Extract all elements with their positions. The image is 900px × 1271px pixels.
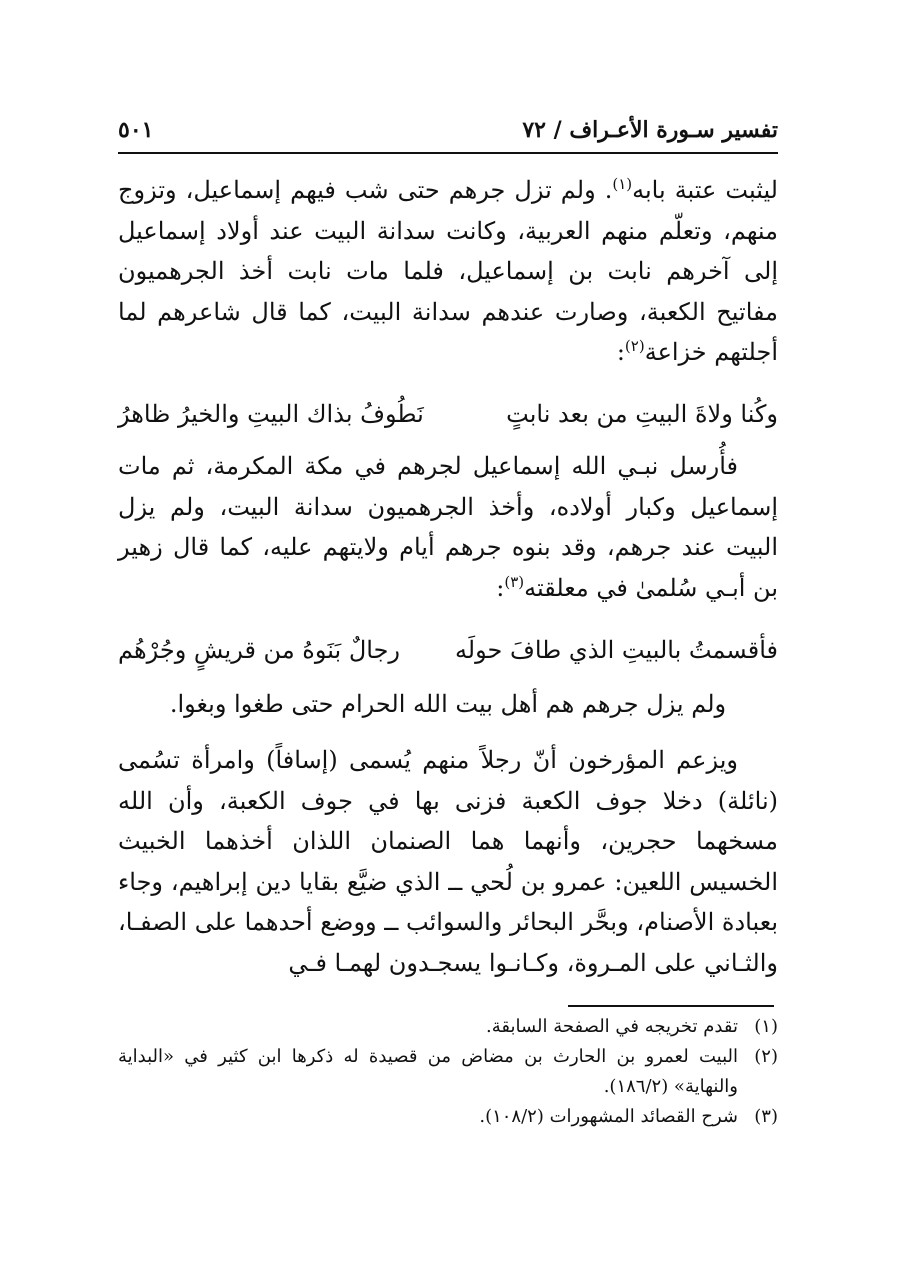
paragraph-text: ولم يزل جرهم هم أهل بيت الله الحرام حتى طغوا وبغوا. (169, 690, 727, 718)
poetry-verse-1 (118, 394, 778, 434)
paragraph-1 (118, 170, 778, 373)
verse-second-hemistich: رجالٌ بَنَوهُ من قريشٍ وجُرْهُم (118, 636, 400, 664)
verse-first-hemistich: فأقسمتُ بالبيتِ الذي طافَ حولَه (454, 636, 778, 664)
footnote-text: البيت لعمرو بن الحارث بن مضاض من قصيدة له ذكرها ابن كثير في «البداية والنهاية» (١٨٦/٢). (118, 1046, 738, 1097)
footnote-text: شرح القصائد المشهورات (١٠٨/٢). (479, 1106, 738, 1127)
header-rule (118, 152, 778, 154)
footnote-text: تقدم تخريجه في الصفحة السابقة. (485, 1016, 738, 1037)
paragraph-text: ليثبت عتبة بابه (632, 176, 778, 204)
paragraph-3 (118, 684, 778, 725)
paragraph-4 (118, 740, 778, 983)
page-number: ٥٠١ (118, 117, 154, 143)
verse-first-hemistich: وكُنا ولاةَ البيتِ من بعد نابتٍ (506, 400, 778, 428)
paragraph-text: : (616, 338, 625, 366)
footnote-number: (٢) (754, 1046, 778, 1067)
running-header (118, 112, 778, 148)
footnote-number: (٣) (754, 1106, 778, 1127)
paragraph-text: . ولم تزل جرهم حتى شب فيهم إسماعيل، وتزوج منهم، وتعلّم منهم العربية، وكانت سدانة البيت عند أولاد إسماعيل إلى آخرهم نابت بن إسماعيل، فلما مات نابت أخذ الجرهميون مفاتيح الكعبة، وصارت عندهم سدانة البيت، كما قال شاعرهم لما أجلتهم خزاعة (118, 176, 778, 366)
footnote-reference[interactable]: (٢) (624, 337, 645, 355)
paragraph-2 (118, 446, 778, 608)
footnote-number: (١) (754, 1016, 778, 1037)
page-header-title: تفسير سـورة الأعـراف / ٧٢ (522, 117, 778, 143)
footnote-item (118, 1012, 778, 1042)
verse-second-hemistich: نَطُوفُ بذاك البيتِ والخيرُ ظاهرُ (118, 400, 424, 428)
footnote-item (118, 1042, 778, 1102)
paragraph-text: ويزعم المؤرخون أنّ رجلاً منهم يُسمى (إسافاً) وامرأة تسُمى (نائلة) دخلا جوف الكعبة فزنى بها في جوف الكعبة، وأن الله مسخهما حجرين، وأنهما هما الصنمان اللذان أخذهما الخبيث الخسيس اللعين: عمرو بن لُحي ــ الذي ضيَّع بقايا دين إبراهيم، وجاء بعبادة الأصنام، وبحَّر البحائر والسوائب ــ ووضع أحدهما على الصفـا، والثـاني على المـروة، وكـانـوا يسجـدون لهمـا فـي (118, 746, 778, 977)
paragraph-text: : (496, 573, 505, 602)
footnote-reference[interactable]: (٣) (504, 572, 525, 591)
poetry-verse-2 (118, 630, 778, 670)
paragraph-text: فأُرسل نبـي الله إسماعيل لجرهم في مكة المكرمة، ثم مات إسماعيل وكبار أولاده، وأخذ الجرهميون سدانة البيت، ولم يزل البيت عند جرهم، وقد بنوه جرهم أيام ولايتهم عليه، كما قال زهير بن أبـي سُلمىٰ في معلقته (118, 452, 778, 602)
footnote-reference[interactable]: (١) (612, 175, 633, 193)
footnotes (118, 1012, 778, 1132)
footnote-item (118, 1102, 778, 1132)
footnote-separator (568, 1005, 774, 1007)
